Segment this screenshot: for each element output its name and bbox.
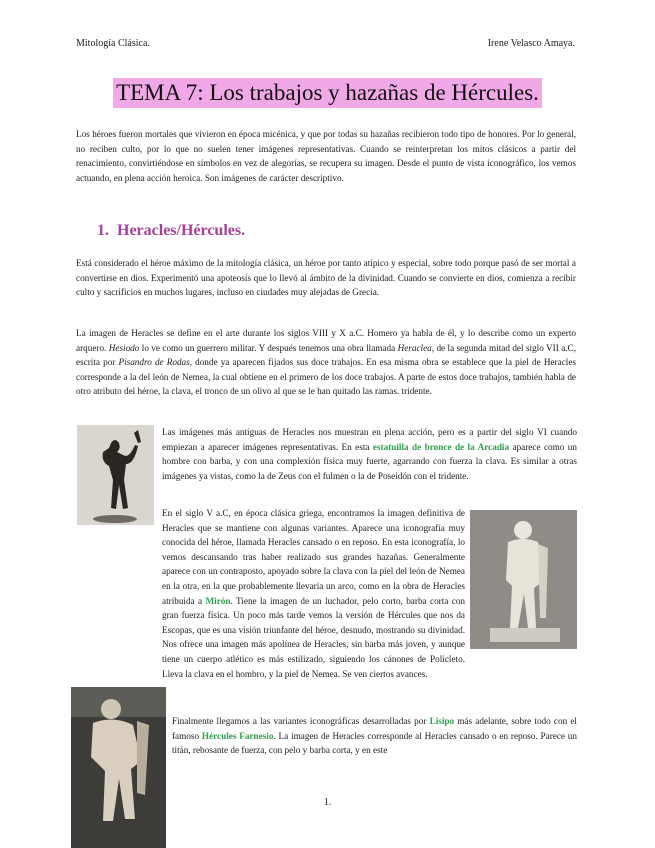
header-left: Mitología Clásica.	[76, 38, 150, 49]
section-number: 1.	[97, 222, 109, 239]
page-number: 1.	[323, 797, 332, 808]
paragraph-3: Las imágenes más antiguas de Heracles nos muestran en plena acción, pero es a partir del siglo VI cuando empiezan a aparecer imágenes representativas. En esta estatuilla de bronce de la Arcadia aparece como un hombre con barba, y con una complexión física muy fuerte, agarrando con fuerza la clava. Es similar a otras imágenes ya vistas, como la de Zeus con el fulmen o la de Poseidón con el tridente.	[162, 427, 577, 481]
title-block	[0, 78, 655, 108]
paragraph-2: La imagen de Heracles se define en el arte durante los siglos VIII y X a.C. Homero ya habla de él, y lo describe como un experto arquero. Hesiodo lo ve como un guerrero militar. Y después tenemos una obra llamada Heraclea, de la segunda mitad del siglo VII a.C, escrita por Pisandro de Rodas, donde ya aparecen fijados sus doce trabajos. En esa misma obra se establece que la piel de Heracles corresponde a la del león de Nemea, la cual obtiene en el primero de los doce trabajos. A parte de estos doce trabajos, también habla de otro atributo del héroe, la clava, el tronco de un olivo al que se le han quitado las ramas. tridente.	[76, 328, 576, 397]
header-right: Irene Velasco Amaya.	[487, 38, 575, 49]
intro-paragraph: Los héroes fueron mortales que vivieron en época micénica, y que por todas su hazañas recibieron todo tipo de honores. Por lo general, no reciben culto, por lo que no suelen tener imágenes representativas. Cuando se reinterpretan los mitos clásicos a partir del renacimiento, convirtiéndose en símbolos en vez de alegorías, se recupera su imagen. Desde el punto de vista iconográfico, los vemos actuando, en plena acción heroica. Son imágenes de carácter descriptivo.	[76, 129, 576, 183]
section-heading	[97, 222, 245, 240]
farnese-hercules-image	[71, 687, 166, 848]
page-title: TEMA 7: Los trabajos y hazañas de Hércules.	[113, 78, 542, 108]
bronze-statuette-image	[77, 425, 154, 525]
section-title: Heracles/Hércules.	[117, 222, 246, 239]
paragraph-5: Finalmente llegamos a las variantes iconográficas desarrolladas por Lisipo más adelante, sobre todo con el famoso Hércules Farnesio. La imagen de Heracles corresponde al Heracles cansado o en reposo. Parece un titán, rebosante de fuerza, con pelo y barba corta, y en este	[172, 716, 577, 756]
paragraph-4-top: En el siglo V a.C, en época clásica griega, encontramos la imagen definitiva de Heracles que se mantiene con algunas variantes. Aparece una iconografía muy conocida del héroe, llamada Heracles cansado o en reposo. En esta iconografía, lo vemos descansando tras haber realizado sus grandes hazañas. Generalmente aparece con un contraposto, apoyado sobre la clava con la piel del león de Nemea en la otra, en la que probablemente llevaría un arco, como en la obra de Heracles atribuida a Mirón. Tiene la imagen de un luchador, pelo corto, barba corta con gran fuerza física. Un poco más tarde vemos la versión de Hércules que nos da Escopas, que es una visión triunfante del héroe, desnudo, mostrando su divinidad. Nos ofrece una imagen más apolínea de Heracles, sin barba más joven, y aunque tiene un cuerpo atlético es más estilizado, siguiendo los cánones de Policleto. Lleva la clava en el hombro, y la piel de Nemea. Se ven ciertos avances.	[162, 508, 466, 679]
marble-heracles-image	[470, 510, 577, 649]
paragraph-1: Está considerado el héroe máximo de la mitología clásica, un héroe por tanto atípico y especial, sobre todo porque pasó de ser mortal a convertirse en dios. Experimentó una apoteosis que lo llevó al ámbito de la divinidad. Cuando se convierte en dios, comienza a recibir culto y sacrificios en muchos lugares, incluso en ciudades muy alejadas de Grecia.	[76, 258, 576, 298]
